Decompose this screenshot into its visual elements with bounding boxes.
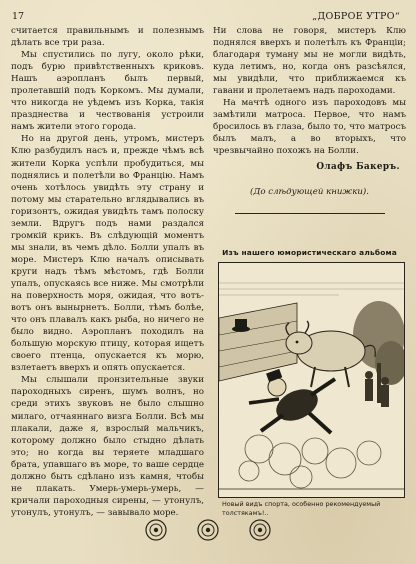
falling-man	[249, 369, 335, 433]
cartoon-drawing	[219, 263, 404, 497]
ornament-rosette	[198, 520, 218, 540]
paragraph: На мачтѣ одного изъ пароходовъ мы замѣтили матроса. Первое, что намъ бросилось въ глаза, было то, что матросъ былъ малъ, а во вторыхъ, что чрезвычайно похожъ на Болли.	[213, 98, 406, 157]
ornament-rosette	[146, 520, 166, 540]
paragraph: считается правильнымъ и полезнымъ дѣлать все три раза.	[11, 26, 204, 49]
illustration-heading: Изъ нашего юмористическаго альбома	[222, 248, 397, 257]
page-ornaments	[130, 518, 286, 542]
right-column	[213, 25, 406, 214]
page-number: 17	[12, 11, 25, 22]
paragraph: Ни слова не говоря, мистеръ Клю поднялся вверхъ и полетѣлъ къ Франціи; благодаря туману мы не могли видѣть, куда летимъ, но, когда онъ разсѣялся, мы увидѣли, что приближаемся къ гавани и пролетаемъ надъ пароходами.	[213, 26, 406, 97]
dust-cloud	[239, 435, 381, 488]
cartoon-illustration	[218, 262, 405, 498]
author-signature: Олафъ Бакеръ.	[316, 161, 400, 172]
section-divider	[235, 213, 385, 214]
paragraph: Но на другой день, утромъ, мистеръ Клю разбудилъ насъ и, прежде чѣмъ всѣ жители Корка успѣли пробудиться, мы поднялись и полетѣли во Францію. Намъ очень хотѣлось увидѣть эту страну и потому мы старательно вглядывались въ горизонтъ, ожидая увидѣть тамъ полоску земли. Вдругъ подъ нами раздался громкій крикъ. Въ слѣдующій моментъ мы знали, въ чемъ дѣло. Болли упалъ въ море. Мистеръ Клю началъ описывать круги надъ тѣмъ мѣстомъ, гдѣ Болли упалъ, опускаясь все ниже. Мы смотрѣли на поверхность моря, ожидая, что вотъ-вотъ онъ вынырнетъ. Болли, тѣмъ болѣе, что онъ плавалъ какъ рыба, но ничего не было видно. Аэропланъ походилъ на большую морскую птицу, которая ищетъ своего птенца, опускается къ морю, взлетаетъ вверхъ и опять опускается.	[11, 134, 204, 374]
paragraph: Мы слышали пронзительные звуки пароходныхъ сиренъ, шумъ волнъ, но среди этихъ звуковъ не было слышно милаго, отчаяннаго визга Болли. Всѣ мы плакали, даже я, взрослый мальчикъ, которому должно было стыдно дѣлать это; но когда вы теряете младшаго брата, упавшаго въ море, то ваше сердце должно быть сдѣлано изъ камня, чтобы не плакать. Умерь-умерь-умерь, — кричали пароходныя сирены, — утонулъ, утонулъ, утонулъ, — завывало море.	[11, 375, 204, 518]
illustration-caption: Новый видъ спорта, особенно рекомендуемый толстякамъ!..	[222, 500, 381, 517]
page-header	[12, 11, 400, 23]
paragraph: Мы спустились по лугу, около рѣки, подъ бурю привѣтственныхъ криковъ. Нашъ аэропланъ былъ первый, пролетавшій подъ Коркомъ. Мы думали, что никогда не уѣдемъ изъ Корка, такія празднества и чествованія устроили намъ жители этого города.	[11, 50, 204, 133]
wall	[219, 303, 297, 381]
left-column	[11, 25, 204, 519]
continuation-note: (До слѣдующей книжки).	[250, 186, 369, 197]
magazine-title: „ДОБРОЕ УТРО“	[312, 11, 400, 22]
ornament-rosette	[250, 520, 270, 540]
